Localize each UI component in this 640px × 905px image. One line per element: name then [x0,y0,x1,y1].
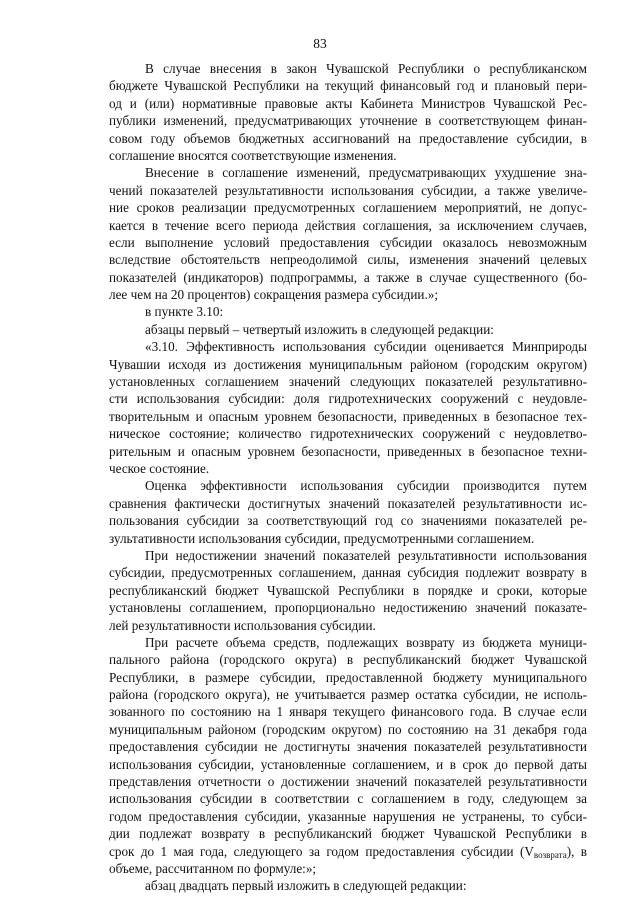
text-line: «3.10. Эффективность использования субсидии оценивается Минприроды [145,339,587,355]
text-line: абзацы первый – четвертый изложить в следующей редакции: [145,321,494,337]
text-line: показателей (индикаторов) подпрограммы, а также в случае существенного (бо- [109,269,587,285]
text-line: дии подлежат возврату в республиканский бюджет Чувашской Республики в [109,826,587,842]
text-line: зованного по состоянию на 1 января текущего финансового года. В случае если [109,704,587,720]
text-line: абзац двадцать первый изложить в следующей редакции: [145,878,467,894]
text-line: Оценка эффективности использования субсидии производится путем [145,478,587,494]
paragraph [109,547,587,634]
text-line: рительным и опасным уровнем безопасности, приведенных в безопасное техни- [109,443,587,459]
text-line: ническое состояние; количество гидротехнических сооружений с неудовлетво- [109,426,587,442]
text-line: если выполнение условий предоставления субсидии оказалось невозможным [109,234,587,250]
text-line: публики изменений, предусматривающих уточнение в соответствующем финан- [109,113,587,129]
paragraph [109,634,587,877]
subscript-index: возврата [533,849,567,860]
text-line: Внесение в соглашение изменений, предусматривающих ухудшение зна- [145,165,587,181]
text-line: од и (или) нормативные правовые акты Кабинета Министров Чувашской Рес- [109,95,587,111]
text-line: субсидии, предусмотренных соглашением, данная субсидия подлежит возврату в [109,565,587,581]
text-line: При расчете объема средств, подлежащих возврату из бюджета муници- [145,634,587,650]
page-number: 83 [313,36,327,51]
text-line: кается в течение всего периода действия соглашения, за исключением случаев, [109,217,587,233]
text-line: объеме, рассчитанном по формуле:»; [109,860,317,876]
paragraph [109,338,587,477]
text-line: В случае внесения в закон Чувашской Республики о республиканском [145,61,587,76]
paragraph [109,303,587,320]
text-line: бюджете Чувашской Республики на текущий финансовый год и плановый пери- [109,78,587,94]
text-line: пального района (городского округа) в республиканский бюджет Чувашской [109,652,587,668]
text-line: ческое состояние. [109,460,210,476]
text-line: творительным и опасным уровнем безопасности, приведенных в безопасное тех- [109,408,587,424]
text-line: сти использования субсидии: доля гидротехнических сооружений с неудовле- [109,391,587,407]
text-line: использования субсидии, установленные соглашением, и в срок до первой даты [109,756,587,772]
text-line: района (городского округа), не учитывается размер остатка субсидии, не исполь- [109,687,587,703]
text-line: лее чем на 20 процентов) сокращения размера субсидии.»; [109,287,439,303]
text-line: ние сроков реализации предусмотренных соглашением мероприятий, не допус- [109,200,587,216]
text-line: Чувашии исходя из достижения муниципальным районом (городским округом) [109,356,587,372]
text-line: совом году объемов бюджетных ассигнований на предоставление субсидии, в [109,130,587,146]
text-line: установленных соглашением значений следующих показателей результативно- [109,374,587,390]
document-body [109,60,587,895]
text-line: предоставления субсидии не достигнуты значения показателей результативности [109,739,587,755]
text-line: пользования субсидии за соответствующий год со значениями показателей ре- [109,513,587,529]
text-line: вследствие обстоятельств непреодолимой силы, изменения значений целевых [109,252,587,268]
paragraph [109,164,587,303]
text-line: срок до 1 мая года, следующего за годом предоставления субсидии $(V_{возврата})$, в [109,843,587,860]
paragraph [109,877,587,894]
text-line: сравнения фактически достигнутых значений показателей результативности ис- [109,495,587,511]
text-line: Республики, в размере субсидии, предоставленной бюджету муниципального [109,669,587,685]
text-line: При недостижении значений показателей результативности использования [145,547,587,563]
text-line: муниципальным районом (городским округом) по состоянию на 31 декабря года [109,721,587,737]
text-line: установлены соглашением, пропорционально недостижению значений показате- [109,600,587,616]
paragraph [109,321,587,338]
paragraph [109,477,587,547]
text-line: годом предоставления субсидии, указанные нарушения не устранены, то субси- [109,808,587,824]
text-line: чений показателей результативности использования субсидии, а также увеличе- [109,182,587,198]
text-line: представления отчетности о достижении значений показателей результативности [109,774,587,790]
paragraph [109,60,587,164]
text-line: в пункте 3.10: [145,304,224,320]
text-line: соглашение вносятся соответствующие изменения. [109,147,397,163]
text-line: использования субсидии в соответствии с соглашением в году, следующем за [109,791,587,807]
text-line: лей результативности использования субсидии. [109,617,376,633]
text-line: зультативности использования субсидии, предусмотренными соглашением. [109,530,535,546]
text-line: республиканский бюджет Чувашской Республики в порядке и сроки, которые [109,582,587,598]
